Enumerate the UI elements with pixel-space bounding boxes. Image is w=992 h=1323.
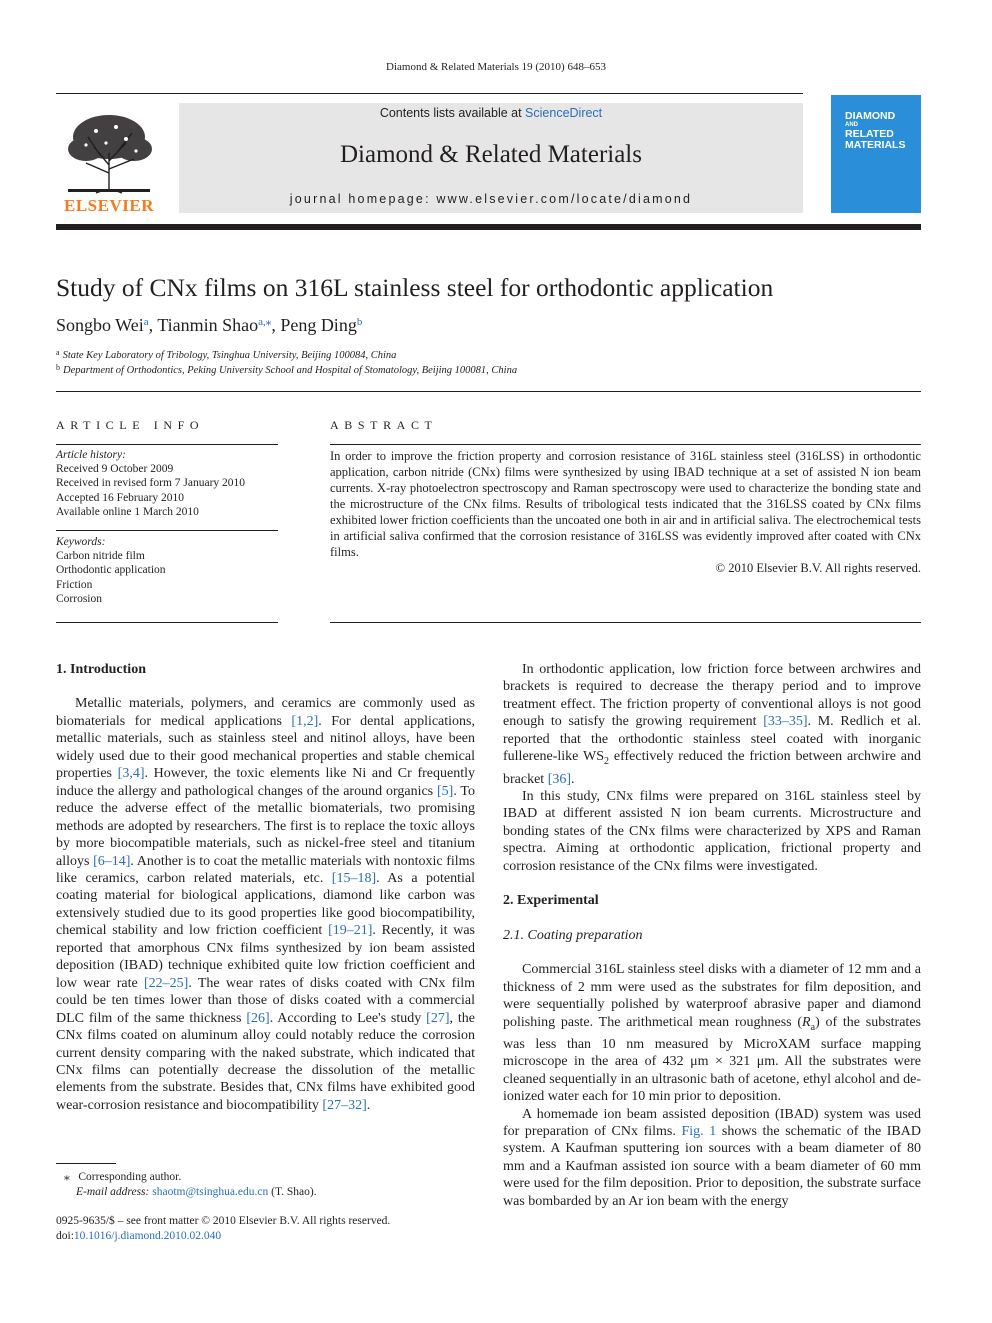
header-rule	[56, 93, 803, 94]
keyword: Friction	[56, 578, 93, 591]
email-suffix: (T. Shao).	[268, 1186, 317, 1198]
text-run: . According to Lee's study	[269, 1010, 427, 1026]
doi-label: doi:	[56, 1230, 74, 1242]
affiliation-a	[56, 348, 396, 361]
citation-link[interactable]: [22–25]	[143, 975, 189, 991]
section-heading: 1. Introduction	[56, 662, 146, 677]
abstract-bottom-rule	[330, 622, 921, 623]
abstract-text: In order to improve the friction property and corrosion resistance of 316L stainless steel (316LSS) in orthodontic application, carbon nitride (CNx) films were synthesized by using IBAD technique at a set of assisted N ion beam currents. X-ray photoelectron spectroscopy and Raman spectroscopy were used to characterize the bonding state and the microstructure of the CNx films. Results of tribological tests indicated that the 316LSS coated by CNx films exhibited lower friction coefficients than the uncoated one both in air and in artificial saliva. The electrochemical tests in artificial saliva confirmed that the corrosion resistance of 316LSS was evidently improved after coated with CNx films.	[330, 449, 921, 559]
author-separator: ,	[148, 315, 158, 335]
text-run: . However, the toxic elements like Ni and Cr frequently induce the allergy and pathological changes of the around organics	[56, 766, 476, 799]
text-run: shows the schematic of the IBAD system. A Kaufman sputtering ion sources with a beam diameter of 80 mm and a Kaufman assisted ion source with a beam diameter of 60 mm were used for the film deposition. Prior to deposition, the substrate surface was bombarded by an Ar ion beam with the energy	[503, 1124, 921, 1209]
citation-link[interactable]: [19–21]	[328, 923, 373, 939]
paragraph	[56, 695, 475, 1114]
contents-prefix: Contents lists available at	[379, 106, 526, 120]
citation-link[interactable]: [1,2]	[291, 713, 319, 729]
citation-link[interactable]: [36]	[547, 771, 572, 787]
history-item: Received in revised form 7 January 2010	[56, 477, 246, 490]
email-line	[64, 1185, 464, 1200]
author-name: Songbo Wei	[56, 315, 144, 335]
affiliation-text: State Key Laboratory of Tribology, Tsinghua University, Beijing 100084, China	[62, 350, 397, 361]
affiliation-mark: b	[56, 363, 60, 372]
article-info-heading: ARTICLE INFO	[56, 418, 205, 432]
article-history	[56, 448, 278, 519]
elsevier-wordmark: ELSEVIER	[64, 196, 154, 215]
footnote	[64, 1170, 464, 1200]
history-item: Available online 1 March 2010	[56, 505, 199, 518]
text-run: , the CNx films coated on aluminum alloy could notably reduce the corrosion current density comparing with the naked substrate, which indicated that CNx films can potentially decrease the dissolution of the metallic elements from the substrate. Besides that, CNx films have exhibited good wear-corrosion resistance and biocompatibility	[56, 1010, 476, 1113]
text-run: . The wear rates of disks coated with CNx film could be ten times lower than those of disks coated with a commercial DLC film of the same thickness	[56, 975, 475, 1026]
citation-link[interactable]: [3,4]	[117, 766, 145, 782]
author-separator: ,	[271, 315, 281, 335]
doi-link[interactable]: 10.1016/j.diamond.2010.02.040	[73, 1230, 222, 1242]
keywords-label: Keywords:	[56, 536, 106, 548]
subscript: 2	[604, 756, 609, 768]
text-run: . Recently, it was reported that amorphous CNx films synthesized by ion beam assisted deposition (IBAD) technique exhibited quite low friction coefficient and low wear rate	[56, 923, 475, 991]
author-list	[56, 315, 362, 336]
journal-name: Diamond & Related Materials	[339, 141, 642, 168]
doi-line	[56, 1229, 476, 1244]
italic-symbol: R	[802, 1014, 811, 1030]
text-run: . As a potential coating material for biological applications, diamond like carbon was extensively studied due to its good properties like good biocompatibility, chemical stability and low friction coefficient	[56, 870, 475, 939]
header-thick-rule	[56, 224, 921, 230]
text-run: In orthodontic application, low friction force between archwires and brackets is required to decrease the therapy period and to improve treatment effect. The friction property of conventional alloys is not good enough to satisfy the growing requirement	[503, 662, 921, 730]
keyword: Orthodontic application	[56, 564, 166, 577]
cover-title	[845, 111, 921, 151]
citation-link[interactable]: [5]	[436, 783, 454, 799]
text-run: . For dental applications, metallic materials, such as stainless steel and nitinol alloys, have been widely used due to their good mechanical properties and stable chemical properties	[56, 713, 476, 782]
citation-link[interactable]: Fig. 1	[681, 1124, 717, 1140]
text-run: A homemade ion beam assisted deposition (IBAD) system was used for preparation of CNx films.	[503, 1106, 921, 1140]
right-column	[503, 661, 921, 1210]
keyword: Carbon nitride film	[56, 550, 145, 563]
author-name: Peng Ding	[280, 315, 357, 335]
cover-line-4: MATERIALS	[845, 139, 906, 151]
history-label: Article history:	[56, 449, 126, 461]
text-run: .	[366, 1097, 371, 1113]
subscript: a	[810, 1021, 816, 1033]
citation-link[interactable]: [26]	[246, 1010, 270, 1026]
issn-line: 0925-9635/$ – see front matter © 2010 Elsevier B.V. All rights reserved.	[56, 1215, 391, 1227]
article-info-bottom-rule	[56, 622, 278, 623]
affiliation-b	[56, 363, 517, 376]
cover-line-1: DIAMOND	[845, 110, 896, 122]
text-run: effectively reduced the friction between archwire and bracket	[503, 749, 921, 787]
citation-link[interactable]: [6–14]	[93, 853, 131, 869]
history-item: Received 9 October 2009	[56, 463, 174, 476]
footnote-mark: ⁎	[64, 1171, 70, 1183]
abstract-copyright: © 2010 Elsevier B.V. All rights reserved.	[715, 561, 921, 575]
front-matter	[56, 1214, 476, 1244]
keyword: Corrosion	[56, 592, 102, 605]
paragraph	[503, 1106, 921, 1211]
title-block-rule	[56, 391, 921, 392]
journal-homepage[interactable]: journal homepage: www.elsevier.com/locate/diamond	[289, 192, 693, 206]
email-link[interactable]: shaotm@tsinghua.edu.cn	[152, 1186, 269, 1198]
keywords	[56, 535, 278, 606]
footnote-rule	[56, 1163, 116, 1164]
paragraph: In this study, CNx films were prepared on 316L stainless steel by IBAD at different assisted N ion beam currents. Microstructure and bonding states of the CNx films were characterized by XPS and Raman spectra. Aiming at orthodontic application, frictional property and corrosion resistance of the CNx films were investigated.	[503, 788, 921, 874]
citation-link[interactable]: [27–32]	[322, 1097, 367, 1113]
article-title: Study of CNx films on 316L stainless steel for orthodontic application	[56, 273, 774, 302]
abstract-heading: ABSTRACT	[330, 418, 438, 432]
citation-link[interactable]: [15–18]	[331, 870, 377, 886]
author-affil-mark[interactable]: b	[356, 316, 363, 328]
section-heading: 2. Experimental	[503, 893, 599, 909]
article-info-rule	[56, 444, 278, 445]
sciencedirect-link[interactable]: ScienceDirect	[525, 106, 603, 120]
left-column	[56, 661, 475, 1114]
text-run: . Another is to coat the metallic materials with nontoxic films like ceramics, carbon related materials, etc.	[56, 853, 475, 886]
keywords-rule	[56, 530, 278, 531]
contents-line	[179, 106, 803, 120]
corresponding-author-note	[64, 1170, 464, 1185]
citation-link[interactable]: [27]	[426, 1010, 450, 1026]
text-run: .	[571, 771, 575, 787]
text-run: Commercial 316L stainless steel disks with a diameter of 12 mm and a thickness of 2 mm were used as the substrates for film deposition, and were sequentially polished by waterproof abrasive paper and diamond polishing paste. The arithmetical mean roughness (	[503, 962, 921, 1030]
affiliation-mark: a	[56, 348, 60, 357]
author-affil-mark[interactable]: a,⁎	[258, 316, 272, 328]
abstract-rule	[330, 444, 921, 445]
author-affil-mark[interactable]: a	[143, 316, 149, 328]
abstract-body	[330, 448, 921, 576]
affiliation-text: Department of Orthodontics, Peking University School and Hospital of Stomatology, Beijing 100081, China	[63, 365, 518, 376]
author-name: Tianmin Shao	[157, 315, 259, 335]
paragraph	[503, 961, 921, 1105]
history-item: Accepted 16 February 2010	[56, 491, 185, 504]
text-run: . To reduce the adverse effect of the metallic biomaterials, two promising methods are adopted by researchers. The first is to replace the toxic alloys by more biocompatible materials, such as nickel-free steel and titanium alloys	[56, 783, 475, 869]
text-run: . M. Redlich et al. reported that the orthodontic stainless steel coated with inorganic fullerene-like WS	[503, 714, 921, 765]
text-run: Metallic materials, polymers, and ceramics are commonly used as biomaterials for medical applications	[56, 696, 475, 729]
email-label: E-mail address:	[76, 1186, 153, 1198]
journal-citation: Diamond & Related Materials 19 (2010) 648–653	[386, 61, 606, 73]
paragraph	[503, 661, 921, 788]
subsection-heading: 2.1. Coating preparation	[503, 927, 643, 943]
cover-line-3: RELATED	[845, 128, 894, 140]
cover-line-2: AND	[845, 122, 858, 128]
text-run: ) of the substrates was less than 10 nm measured by MicroXAM surface mapping microscope in the area of 432 μm × 321 μm. All the substrates were cleaned sequentially in an ultrasonic bath of acetone, ethyl alcohol and de-ionized water each for 10 min prior to deposition.	[503, 1014, 921, 1105]
corresponding-author-text: Corresponding author.	[78, 1171, 182, 1183]
citation-link[interactable]: [33–35]	[763, 714, 808, 730]
